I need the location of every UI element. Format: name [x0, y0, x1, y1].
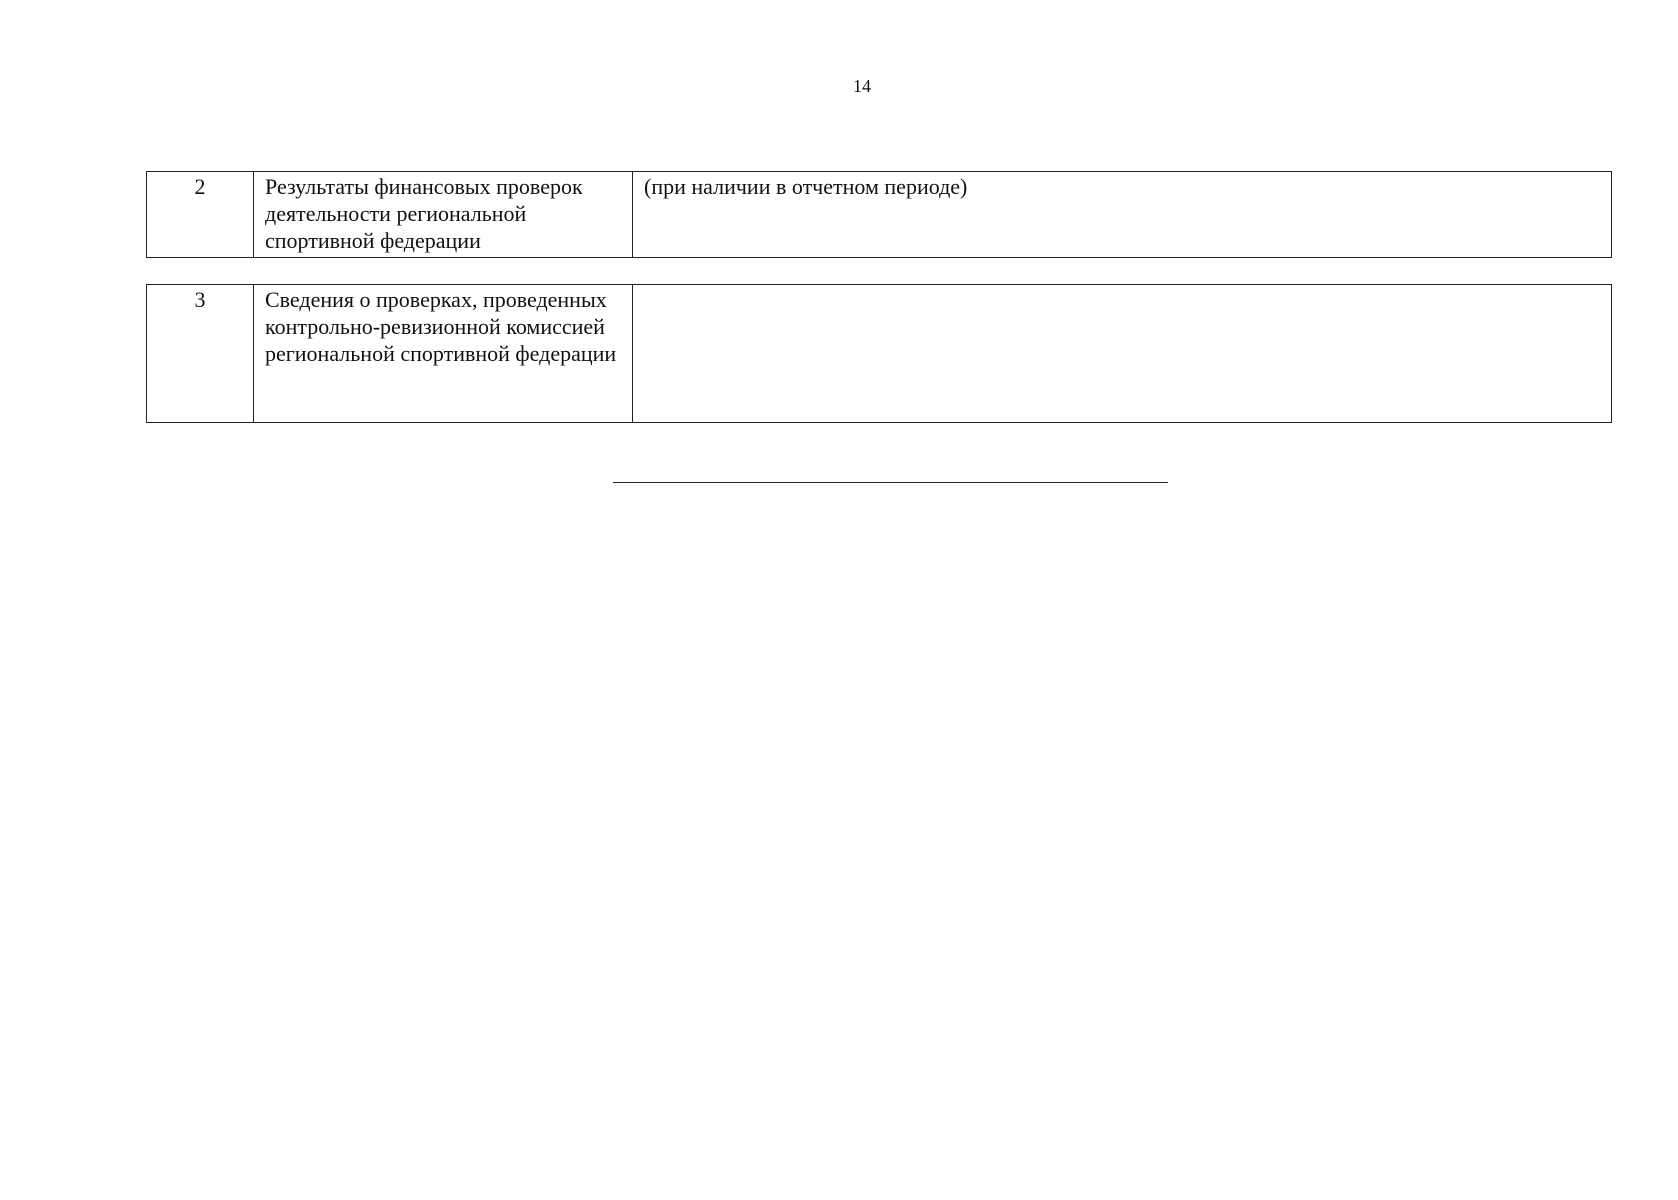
row-number-cell — [147, 172, 254, 258]
table-row — [147, 172, 1612, 258]
row-number-cell — [147, 285, 254, 423]
table-section-3 — [146, 284, 1612, 423]
row-number: 3 — [194, 287, 206, 312]
table-row — [147, 285, 1612, 423]
row-name: Результаты финансовых проверок деятельности региональной спортивной федерации — [265, 174, 583, 253]
row-number: 2 — [194, 174, 206, 199]
row-value — [633, 285, 1611, 286]
row-name-cell — [254, 285, 633, 423]
row-name: Сведения о проверках, проведенных контрольно-ревизионной комиссией региональной спортивной федерации — [265, 287, 617, 366]
page-number: 14 — [853, 76, 871, 96]
table-section-2 — [146, 171, 1612, 258]
closing-divider — [613, 482, 1168, 483]
row-value-cell — [633, 285, 1612, 423]
row-name-cell — [254, 172, 633, 258]
row-value: (при наличии в отчетном периоде) — [644, 174, 968, 199]
row-value-cell — [633, 172, 1612, 258]
